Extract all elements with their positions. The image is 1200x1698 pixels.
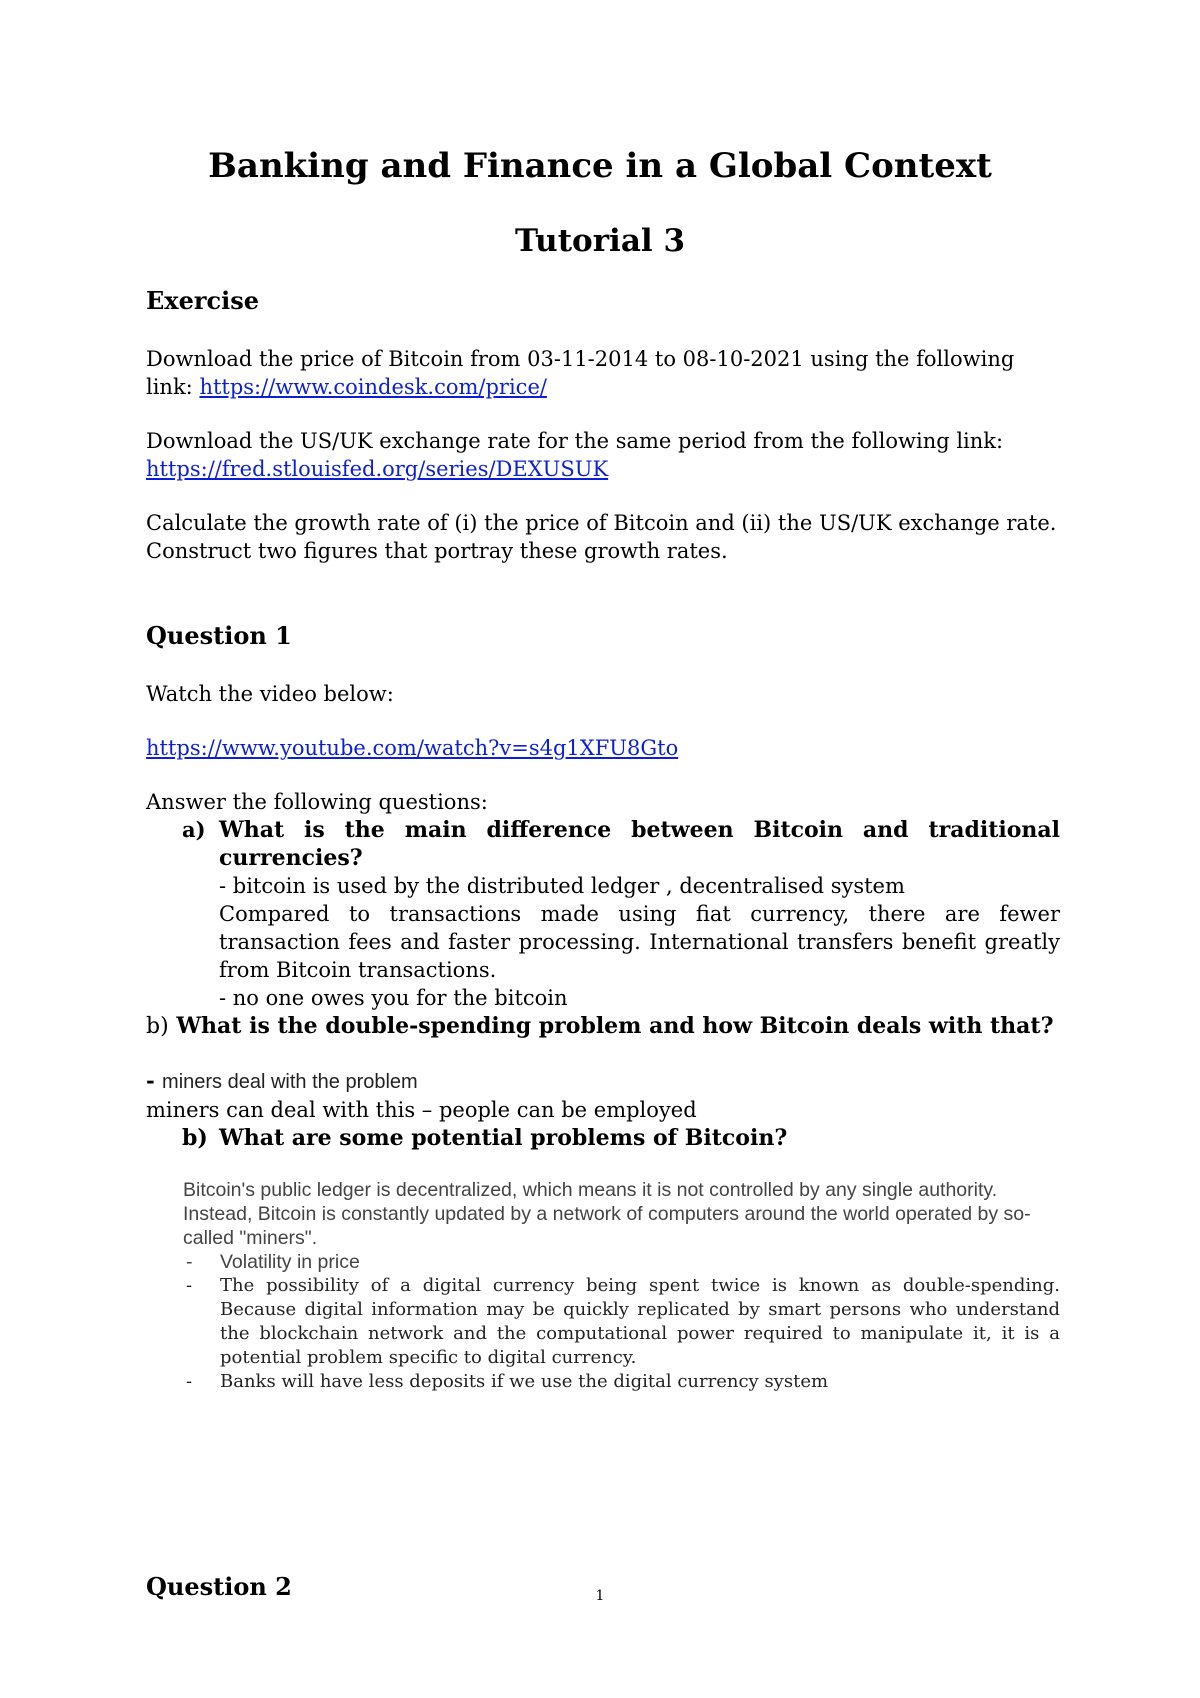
document-body (146, 285, 1060, 1394)
question-2-heading: Question 2 (146, 1572, 292, 1601)
answer-intro: Answer the following questions: (146, 790, 488, 814)
bullet-text: The possibility of a digital currency being spent twice is known as double-spending. Because digital information may be quickly replicated by smart persons who understand the blockchain network and the computational power required to manipulate it, it is a potential problem specific to digital currency. (220, 1275, 1060, 1368)
exercise-paragraph-3 (146, 509, 1060, 565)
exercise-paragraph-2-text: Download the US/UK exchange rate for the same period from the following link: (146, 429, 1004, 453)
question-c-text: What are some potential problems of Bitcoin? (219, 1125, 788, 1151)
dash-icon: - (186, 1275, 193, 1296)
watch-video-text: Watch the video below: (146, 682, 394, 706)
bullet-text: Volatility in price (220, 1251, 360, 1273)
dash-icon: - (186, 1251, 193, 1273)
question-a (182, 816, 1060, 1012)
question-1-heading: Question 1 (146, 621, 292, 650)
question-a-answer-3: - no one owes you for the bitcoin (219, 986, 568, 1010)
bullet-text: Banks will have less deposits if we use the digital currency system (220, 1371, 829, 1392)
question-1-list (146, 816, 1060, 1012)
exercise-paragraph-2 (146, 427, 1060, 483)
question-b-answer-dash: - (146, 1068, 163, 1093)
question-c-answer (183, 1178, 1060, 1394)
question-c-intro: Bitcoin's public ledger is decentralized, which means it is not controlled by any single authority. Instead, Bitcoin is constantly updated by a network of computers around the world operated by so-called "miners". (183, 1179, 1031, 1249)
question-a-answer-1: - bitcoin is used by the distributed ledger , decentralised system (219, 874, 905, 898)
question-a-text: What is the main difference between Bitcoin and traditional currencies? (219, 817, 1060, 871)
question-b-answer-1: miners deal with the problem (162, 1071, 418, 1093)
dash-icon: - (186, 1371, 193, 1392)
bullet-item (183, 1250, 1060, 1274)
exercise-paragraph-3-line-2: Construct two figures that portray these growth rates. (146, 539, 728, 563)
question-b-answer-2: miners can deal with this – people can be employed (146, 1098, 697, 1122)
fred-link[interactable]: https://fred.stlouisfed.org/series/DEXUSUK (146, 457, 609, 481)
coindesk-link[interactable]: https://www.coindesk.com/price/ (199, 375, 547, 399)
page-number: 1 (595, 1588, 605, 1604)
exercise-paragraph-1 (146, 345, 1060, 401)
question-b-text: What is the double-spending problem and how Bitcoin deals with that? (176, 1013, 1054, 1039)
question-c-bullets (183, 1250, 1060, 1394)
bullet-item (183, 1274, 1060, 1370)
question-a-label: a) (182, 817, 206, 842)
question-c-label: b) (182, 1125, 208, 1151)
bullet-item (183, 1370, 1060, 1394)
question-b-answer-1-line (146, 1067, 1060, 1096)
question-a-answer-2: Compared to transactions made using fiat currency, there are fewer transaction fees and faster processing. International transfers benefit greatly from Bitcoin transactions. (219, 902, 1060, 982)
exercise-heading: Exercise (146, 286, 260, 315)
exercise-paragraph-3-line-1: Calculate the growth rate of (i) the price of Bitcoin and (ii) the US/UK exchange rate. (146, 511, 1057, 535)
document-subtitle: Tutorial 3 (514, 223, 686, 259)
question-c (182, 1124, 1060, 1152)
exercise-paragraph-1-text: Download the price of Bitcoin from 03-11-2014 to 08-10-2021 using the following link: (146, 347, 1015, 399)
youtube-link-line (146, 734, 1060, 762)
youtube-link[interactable]: https://www.youtube.com/watch?v=s4g1XFU8Gto (146, 736, 679, 760)
document-title: Banking and Finance in a Global Context (208, 146, 992, 186)
question-b-label: b) (146, 1014, 169, 1039)
question-b (146, 1012, 1060, 1041)
